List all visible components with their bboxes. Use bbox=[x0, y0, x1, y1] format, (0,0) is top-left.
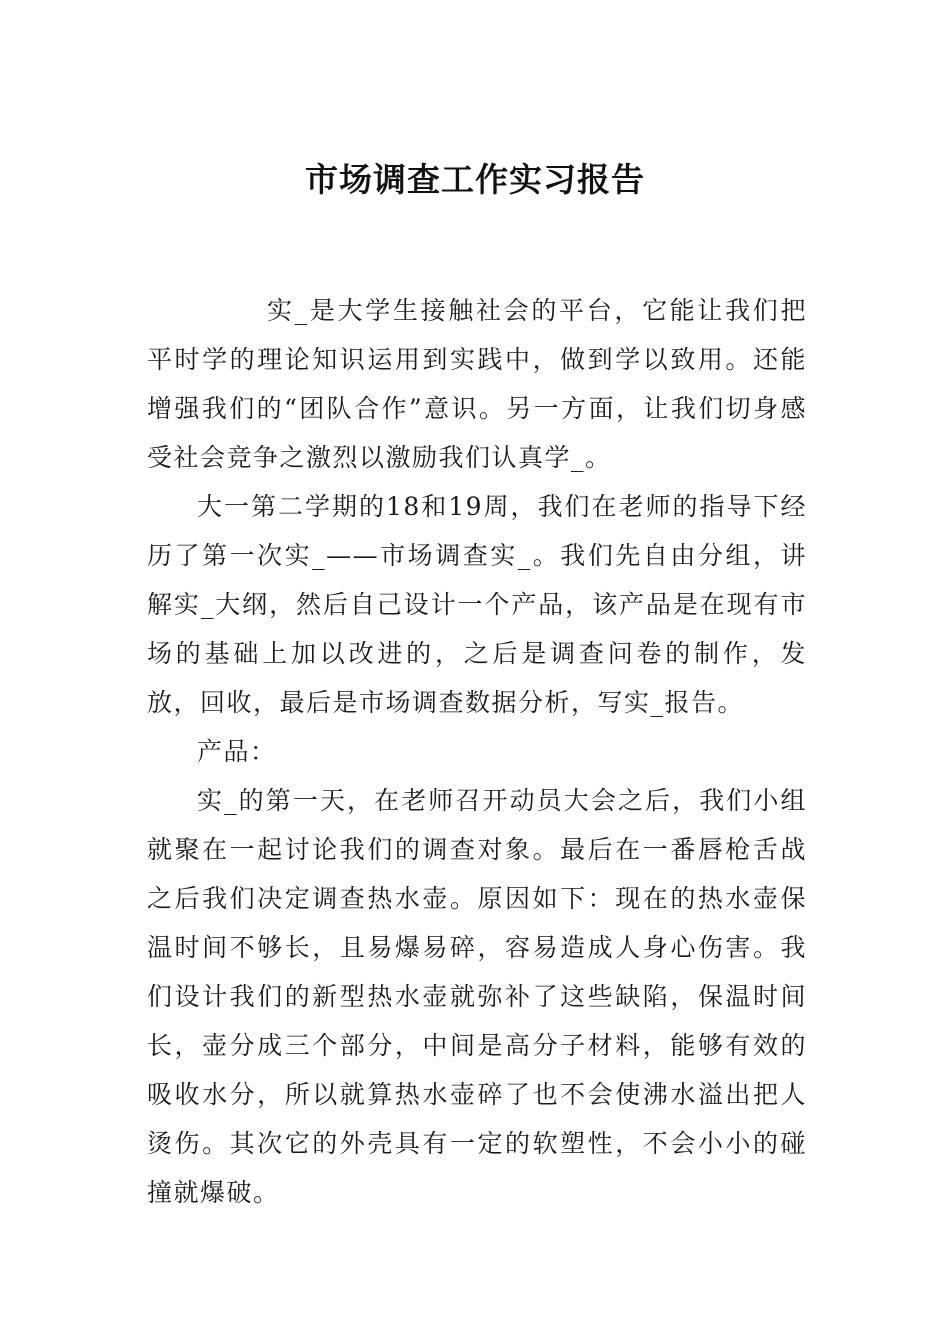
paragraph-product-heading: 产品： bbox=[197, 737, 277, 766]
paragraph-intro: 实_是大学生接触社会的平台，它能让我们把平时学的理论知识运用到实践中，做到学以致用。还能增强我们的“团队合作”意识。另一方面，让我们切身感受社会竞争之激烈以激励我们认真学_。 bbox=[147, 296, 807, 472]
document-body bbox=[147, 286, 807, 1217]
document-title: 市场调查工作实习报告 bbox=[305, 160, 645, 199]
paragraph-first-day: 实_的第一天，在老师召开动员大会之后，我们小组就聚在一起讨论我们的调查对象。最后在一番唇枪舌战之后我们决定调查热水壶。原因如下：现在的热水壶保温时间不够长，且易爆易碎，容易造成人身心伤害。我们设计我们的新型热水壶就弥补了这些缺陷，保温时间长，壶分成三个部分，中间是高分子材料，能够有效的吸收水分，所以就算热水壶碎了也不会使沸水溢出把人烫伤。其次它的外壳具有一定的软塑性，不会小小的碰撞就爆破。 bbox=[147, 786, 807, 1207]
paragraph-schedule: 大一第二学期的18和19周，我们在老师的指导下经历了第一次实_——市场调查实_。我们先自由分组，讲解实_大纲，然后自己设计一个产品，该产品是在现有市场的基础上加以改进的，之后是调查问卷的制作，发放，回收，最后是市场调查数据分析，写实_报告。 bbox=[147, 492, 807, 717]
